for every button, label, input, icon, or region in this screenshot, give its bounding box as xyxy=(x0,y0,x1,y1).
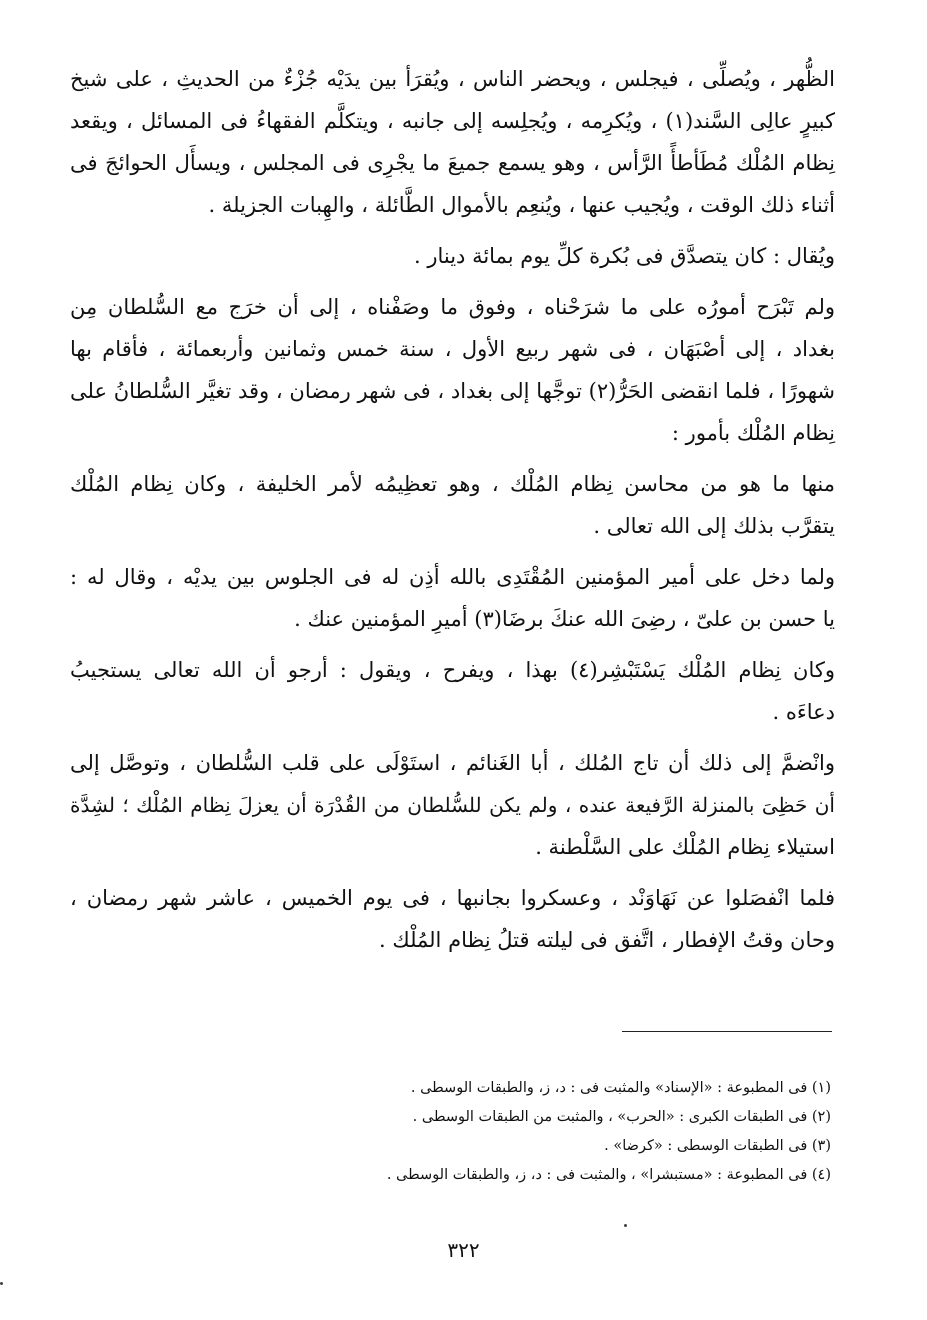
text-line: يا حسن بن علىّ ، رضِىَ الله عنكَ برضَا(٣) أميرِ المؤمنين عنك . xyxy=(294,607,835,631)
text-line: وحان وقتُ الإفطار ، اتَّفق فى ليلته قتلُ نِظام المُلْك . xyxy=(379,928,835,952)
paragraph xyxy=(70,58,835,226)
main-text xyxy=(70,58,835,961)
text-line: وانْضمَّ إلى ذلك أن تاج المُلك ، أبا الغَنائم ، استَوْلَى على قلب السُّلطان ، وتوصَّل إلى xyxy=(70,751,835,775)
paragraph xyxy=(70,649,835,733)
footnote-1: (١) فى المطبوعة : «الإسناد» والمثبت فى : د، ز، والطبقات الوسطى . xyxy=(410,1080,831,1096)
scan-speck xyxy=(624,1224,627,1227)
paragraph xyxy=(70,877,835,961)
text-line: يتقرَّب بذلك إلى الله تعالى . xyxy=(593,514,835,538)
paragraph xyxy=(70,556,835,640)
text-line: نِظام المُلْك بأمور : xyxy=(671,421,835,445)
text-line: استيلاء نِظام المُلْك على السَّلْطنة . xyxy=(535,835,835,859)
page-number: ٣٢٢ xyxy=(447,1238,480,1262)
footnotes xyxy=(110,1074,831,1190)
text-line: نِظام المُلْك مُطَأطأً الرَّأس ، وهو يسمع جميعَ ما يجْرِى فى المجلس ، ويسأَل الحوائجَ فى xyxy=(70,151,835,175)
text-line: دعاءَه . xyxy=(772,700,835,724)
footnote-2: (٢) فى الطبقات الكبرى : «الحرب» ، والمثبت من الطبقات الوسطى . xyxy=(412,1109,831,1125)
text-line: فلما انْفصَلوا عن نَهَاوَنْد ، وعسكروا بجانبها ، فى يوم الخميس ، عاشر شهر رمضان ، xyxy=(70,886,835,910)
text-line: أن حَظِىَ بالمنزلة الرَّفيعة عنده ، ولم يكن للسُّلطان من القُدْرَة أن يعزلَ نِظام المُلْك ؛ لشِدَّة xyxy=(70,793,835,817)
text-line: بغداد ، إلى أصْبَهَان ، فى شهر ربيع الأول ، سنة خمس وثمانين وأربعمائة ، فأقام بها xyxy=(70,337,835,361)
paragraph xyxy=(70,286,835,454)
paragraph xyxy=(70,742,835,868)
text-line: وكان نِظام المُلْك يَسْتَبْشِر(٤) بهذا ، ويفرح ، ويقول : أرجو أن الله تعالى يستجيبُ xyxy=(70,658,836,682)
text-line: ولما دخل على أمير المؤمنين المُقْتَدِى بالله أذِن له فى الجلوس بين يديْه ، وقال له : xyxy=(70,565,835,589)
text-line: أثناء ذلك الوقت ، ويُجيب عنها ، ويُنعِم بالأموال الطَّائلة ، والهِبات الجزيلة . xyxy=(208,193,835,217)
footnote-4: (٤) فى المطبوعة : «مستبشرا» ، والمثبت فى : د، ز، والطبقات الوسطى . xyxy=(386,1167,831,1183)
paragraph xyxy=(70,463,835,547)
paragraph xyxy=(70,235,835,277)
text-line: شهورًا ، فلما انقضى الحَرُّ(٢) توجَّها إلى بغداد ، فى شهر رمضان ، وقد تغيَّر السُّلطانُ على xyxy=(70,379,836,403)
footnote-separator xyxy=(622,1031,832,1032)
text-line: الظُّهر ، ويُصلِّى ، فيجلس ، ويحضر الناس ، ويُقرَأ بين يدَيْه جُزْءٌ من الحديثِ ، على شيخ xyxy=(70,67,835,91)
footnote-3: (٣) فى الطبقات الوسطى : «كرضا» . xyxy=(604,1138,831,1154)
text-line: ويُقال : كان يتصدَّق فى بُكرة كلِّ يوم بمائة دينار . xyxy=(413,244,835,268)
text-line: منها ما هو من محاسن نِظام المُلْك ، وهو تعظِيمُه لأمر الخليفة ، وكان نِظام المُلْك xyxy=(70,472,835,496)
text-line: ولم تَبْرَح أمورُه على ما شرَحْناه ، وفوق ما وصَفْناه ، إلى أن خرَج مع السُّلطان مِن xyxy=(70,295,835,319)
text-line: كبيرٍ عالِى السَّند(١) ، ويُكرِمه ، ويُجلِسه إلى جانبه ، ويتكلَّم الفقهاءُ فى المسائل ، ويقعد xyxy=(70,109,835,133)
scan-speck xyxy=(0,1282,3,1285)
